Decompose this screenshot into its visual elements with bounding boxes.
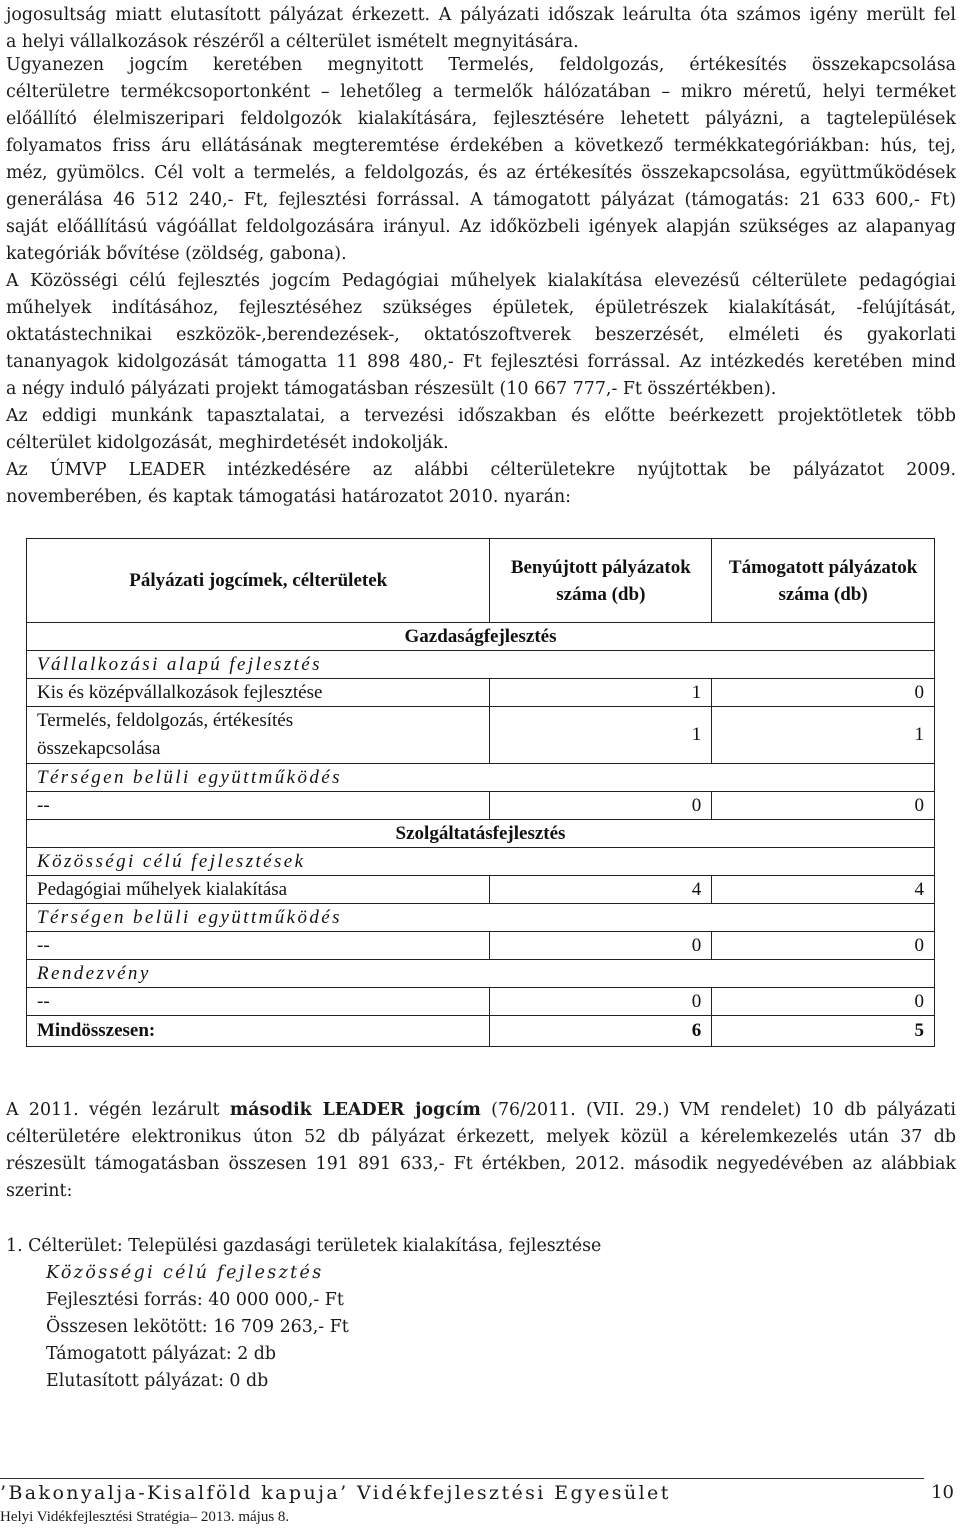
supported-count: 0 <box>712 988 935 1016</box>
category-row <box>27 904 935 932</box>
table-row <box>27 932 935 960</box>
category-row <box>27 960 935 988</box>
supported-count: 0 <box>712 932 935 960</box>
footer-divider <box>0 1478 924 1479</box>
text-line: oktatástechnikai eszközök-,berendezések-, oktatószoftverek beszerzését, elméleti és gyakorlati <box>6 325 956 345</box>
footer-organization: ’Bakonyalja-Kisalföld kapuja’ Vidékfejlesztési Egyesület <box>0 1482 671 1504</box>
row-label: -- <box>27 988 490 1016</box>
text-line: a négy induló pályázati projekt támogatásban részesült (10 667 777,- Ft összértékben). <box>6 379 777 399</box>
page-number: 10 <box>931 1482 954 1503</box>
total-supported: 5 <box>712 1016 935 1047</box>
text-line: méz, gyümölcs. Cél volt a termelés, a feldolgozás, és az értékesítés összekapcsolása, együttműködések <box>6 163 956 183</box>
section-row <box>27 820 935 848</box>
text-line: novemberében, és kaptak támogatási határozatot 2010. nyarán: <box>6 487 572 507</box>
list-item: Összesen lekötött: 16 709 263,- Ft <box>46 1317 349 1337</box>
total-submitted: 6 <box>490 1016 712 1047</box>
list-title: 1. Célterület: Települési gazdasági területek kialakítása, fejlesztése <box>6 1236 602 1256</box>
submitted-count: 1 <box>490 679 712 707</box>
header-cell: Benyújtott pályázatok száma (db) <box>490 539 712 623</box>
text-line: célterület kidolgozását, meghirdetését indokolják. <box>6 433 449 453</box>
footer-document: Helyi Vidékfejlesztési Stratégia– 2013. május 8. <box>0 1509 290 1525</box>
header-cell: Pályázati jogcímek, célterületek <box>27 539 490 623</box>
paragraph-2 <box>6 52 956 268</box>
list-category: Közösségi célú fejlesztés <box>46 1263 324 1283</box>
text-line: célterületre termékcsoportonként – lehetőleg a termelők hálózatában – mikro méretű, helyi terméket <box>6 82 956 102</box>
paragraph-6 <box>6 1097 956 1205</box>
paragraph-3 <box>6 268 956 403</box>
text-line: előállító élelmiszeripari feldolgozók kialakítására, fejlesztésére lehetett pályázni, a tagtelepülések <box>6 109 956 129</box>
supported-count: 0 <box>712 679 935 707</box>
table-row <box>27 988 935 1016</box>
list-item: Támogatott pályázat: 2 db <box>46 1344 277 1364</box>
supported-count: 0 <box>712 792 935 820</box>
row-label: Kis és középvállalkozások fejlesztése <box>27 679 490 707</box>
submitted-count: 1 <box>490 707 712 764</box>
submitted-count: 0 <box>490 792 712 820</box>
text-line: műhelyek indításához, fejlesztéséhez szükséges épületek, épületrészek kialakítását, -felújítását, <box>6 298 956 318</box>
paragraph-5 <box>6 457 956 511</box>
bold-term: második LEADER jogcím <box>229 1100 481 1120</box>
text-line: a helyi vállalkozások részéről a célterület ismételt megnyitására. <box>6 32 579 52</box>
text-line: célterületére elektronikus úton 52 db pályázat érkezett, melyek közül a kérelemkezelés után 37 db <box>6 1127 956 1147</box>
table-row <box>27 679 935 707</box>
total-row <box>27 1016 935 1047</box>
section-title: Szolgáltatásfejlesztés <box>27 820 935 848</box>
table-header-row <box>27 539 935 623</box>
text-run: A 2011. végén lezárult <box>6 1100 230 1120</box>
list-item: Elutasított pályázat: 0 db <box>46 1371 269 1391</box>
row-label <box>27 707 490 764</box>
total-label: Mindösszesen: <box>27 1016 490 1047</box>
category-row <box>27 764 935 792</box>
category-title: Rendezvény <box>27 960 935 988</box>
table-row <box>27 792 935 820</box>
text-line: Az eddigi munkánk tapasztalatai, a tervezési időszakban és előtte beérkezett projektötletek több <box>6 406 956 426</box>
text-line: A Közösségi célú fejlesztés jogcím Pedagógiai műhelyek kialakítása elevezésű célterülete pedagógiai <box>6 271 956 291</box>
submitted-count: 0 <box>490 932 712 960</box>
text-line <box>6 1097 956 1124</box>
applications-table <box>26 538 935 1047</box>
category-title: Térségen belüli együttműködés <box>27 904 935 932</box>
category-title: Közösségi célú fejlesztések <box>27 848 935 876</box>
text-line: szerint: <box>6 1181 73 1201</box>
text-line: Az ÚMVP LEADER intézkedésére az alábbi célterületekre nyújtottak be pályázatot 2009. <box>6 460 956 480</box>
category-row <box>27 848 935 876</box>
list-item: Fejlesztési forrás: 40 000 000,- Ft <box>46 1290 344 1310</box>
row-label: Pedagógiai műhelyek kialakítása <box>27 876 490 904</box>
submitted-count: 4 <box>490 876 712 904</box>
category-title: Térségen belüli együttműködés <box>27 764 935 792</box>
text-line: részesült támogatásban összesen 191 891 633,- Ft értékben, 2012. második negyedévében az alábbiak <box>6 1154 956 1174</box>
submitted-count: 0 <box>490 988 712 1016</box>
row-label: -- <box>27 932 490 960</box>
target-area-list <box>6 1233 601 1395</box>
text-run: (76/2011. (VII. 29.) VM rendelet) 10 db pályázati <box>480 1100 956 1120</box>
text-line: kategóriák bővítése (zöldség, gabona). <box>6 244 347 264</box>
text-line: folyamatos friss áru ellátásának megteremtése érdekében a következő termékkategóriákban: hús, tej, <box>6 136 956 156</box>
supported-count: 4 <box>712 876 935 904</box>
row-label-line: Termelés, feldolgozás, értékesítés <box>37 710 294 731</box>
text-line: saját előállítású vágóállat feldolgozására irányul. Az időközbeli igények alapján szükséges az alapanyag <box>6 217 956 237</box>
text-line: tananyagok kidolgozását támogatta 11 898 480,- Ft fejlesztési forrással. Az intézkedés keretében mind <box>6 352 956 372</box>
supported-count: 1 <box>712 707 935 764</box>
category-row <box>27 651 935 679</box>
row-label: -- <box>27 792 490 820</box>
table-row <box>27 707 935 764</box>
header-cell: Támogatott pályázatok száma (db) <box>712 539 935 623</box>
table-row <box>27 876 935 904</box>
text-line: generálása 46 512 240,- Ft, fejlesztési forrással. A támogatott pályázat (támogatás: 21 633 600,- Ft) <box>6 190 956 210</box>
category-title: Vállalkozási alapú fejlesztés <box>27 651 935 679</box>
section-row <box>27 623 935 651</box>
row-label-line: összekapcsolása <box>37 738 161 759</box>
text-line: Ugyanezen jogcím keretében megnyitott Termelés, feldolgozás, értékesítés összekapcsolása <box>6 55 956 75</box>
section-title: Gazdaságfejlesztés <box>27 623 935 651</box>
paragraph-4 <box>6 403 956 457</box>
paragraph-1 <box>6 2 956 56</box>
text-line: jogosultság miatt elutasított pályázat érkezett. A pályázati időszak leárulta óta számos igény merült fel <box>6 5 956 25</box>
